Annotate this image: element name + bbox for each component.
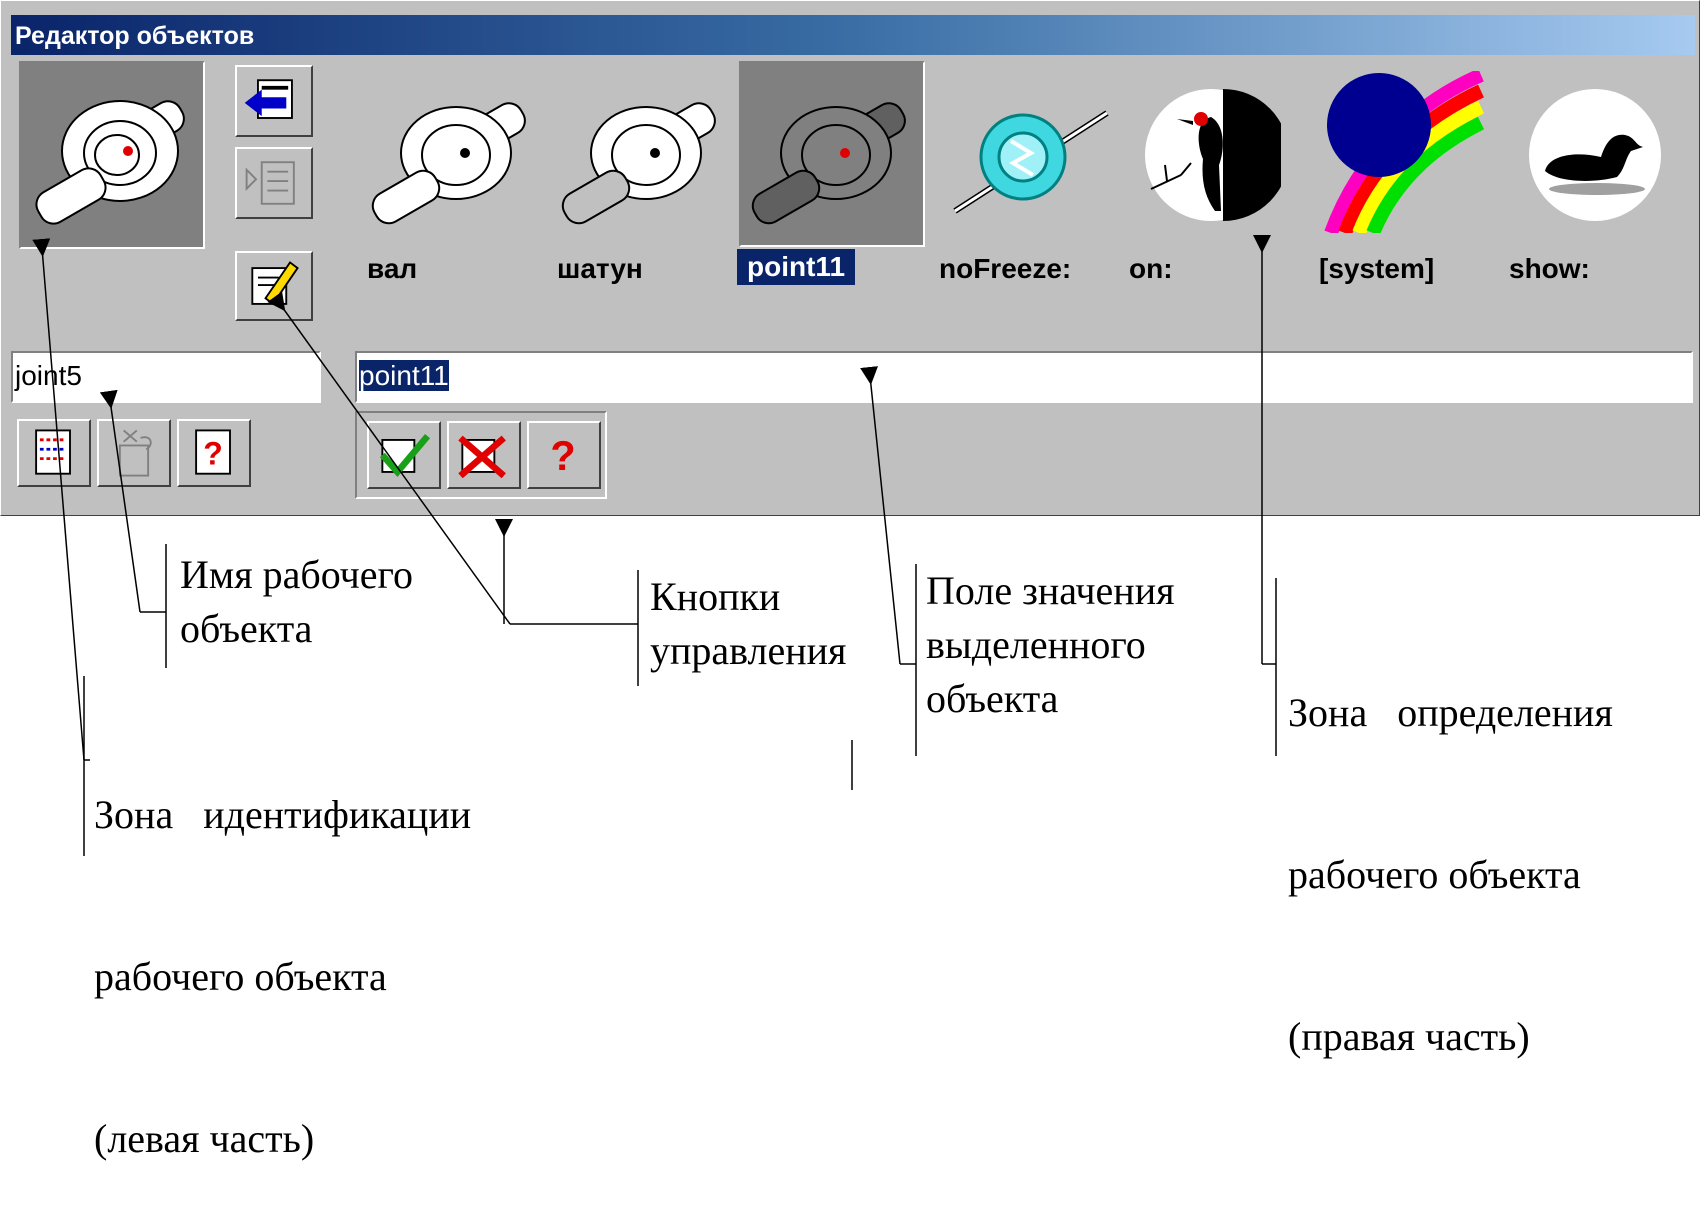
annotation-identification-zone-line1: Зона идентификации <box>94 792 472 837</box>
annotation-definition-zone <box>1288 578 1613 1118</box>
annotation-identification-zone-line3: (левая часть) <box>94 1116 315 1161</box>
window-title: Редактор объектов <box>15 22 255 50</box>
object-label-shaft[interactable]: вал <box>367 253 418 284</box>
annotation-control-buttons-line1: Кнопки <box>650 574 781 619</box>
object-label-nofreeze[interactable]: noFreeze: <box>939 253 1072 284</box>
object-label-show[interactable]: show: <box>1509 253 1590 284</box>
object-label-selected[interactable]: point11 <box>737 249 855 285</box>
object-label-connecting-rod[interactable]: шатун <box>557 253 643 284</box>
svg-text:?: ? <box>203 435 223 472</box>
annotation-definition-zone-line1: Зона определения <box>1288 690 1613 735</box>
annotation-control-buttons <box>650 570 846 678</box>
object-label-system[interactable]: [system] <box>1319 253 1435 284</box>
annotation-value-field-line2: выделенного <box>926 622 1146 667</box>
annotation-object-name-line2: объекта <box>180 606 313 651</box>
object-name-value: joint5 <box>15 360 82 391</box>
leader-value <box>870 376 900 664</box>
annotation-value-field-line3: объекта <box>926 676 1059 721</box>
annotation-identification-zone-line2: рабочего объекта <box>94 954 387 999</box>
annotation-value-field <box>926 564 1175 726</box>
object-label-on[interactable]: on: <box>1129 253 1173 284</box>
annotation-definition-zone-line2: рабочего объекта <box>1288 852 1581 897</box>
leader-identification <box>42 248 84 760</box>
svg-text:?: ? <box>550 433 576 480</box>
annotation-object-name-line1: Имя рабочего <box>180 552 413 597</box>
annotation-identification-zone <box>94 680 471 1220</box>
value-field-text: point11 <box>359 360 449 391</box>
annotation-object-name <box>180 548 413 656</box>
annotation-value-field-line1: Поле значения <box>926 568 1175 613</box>
leader-name <box>110 400 140 612</box>
annotation-control-buttons-line2: управления <box>650 628 847 673</box>
annotation-definition-zone-line3: (правая часть) <box>1288 1014 1530 1059</box>
